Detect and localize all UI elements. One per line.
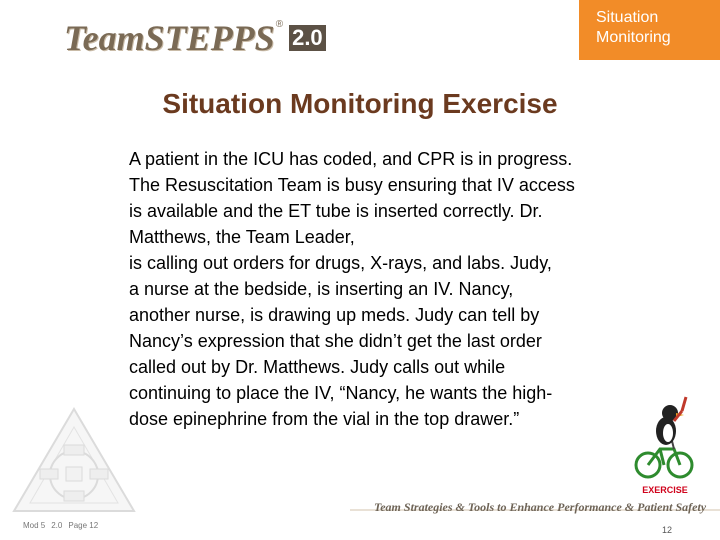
slide-number: 12 <box>662 525 673 535</box>
footer-version: 2.0 <box>51 521 63 530</box>
footer-page: Page 12 <box>68 521 99 530</box>
scenario-text: A patient in the ICU has coded, and CPR is in progress. The Resuscitation Team is busy ensuring that IV access is available and the ET tube is inserted correctly. Dr. Matthews, the Team Leader, is calling out orders for drugs, X-rays, and labs. Judy, a nurse at the bedside, is inserting an IV. Nancy, another nurse, is drawing up meds. Judy can tell by Nancy’s expression that she didn’t get the last order called out by Dr. Matthews. Judy calls out while continuing to place the IV, “Nancy, he wants the high- dose epinephrine from the vial in the top drawer.” <box>129 149 575 429</box>
exercise-label: EXERCISE <box>642 485 688 495</box>
topic-line-1: Situation <box>596 9 659 26</box>
topic-line-2: Monitoring <box>596 29 671 46</box>
teamstepps-triangle-watermark-icon <box>10 405 138 515</box>
footer-module-info <box>23 521 104 530</box>
teamstepps-logo <box>64 18 326 58</box>
slide-title: Situation Monitoring Exercise <box>162 88 558 119</box>
exercise-penguin-bicycle-icon <box>634 391 696 497</box>
logo-registered-mark: ® <box>275 18 284 30</box>
logo-text: TeamSTEPPS <box>64 18 275 58</box>
footer-tagline: Team Strategies & Tools to Enhance Performance & Patient Safety <box>374 500 707 514</box>
footer-mod: Mod 5 <box>23 521 46 530</box>
logo-version-badge: 2.0 <box>289 25 326 51</box>
module-topic-box <box>579 0 720 60</box>
